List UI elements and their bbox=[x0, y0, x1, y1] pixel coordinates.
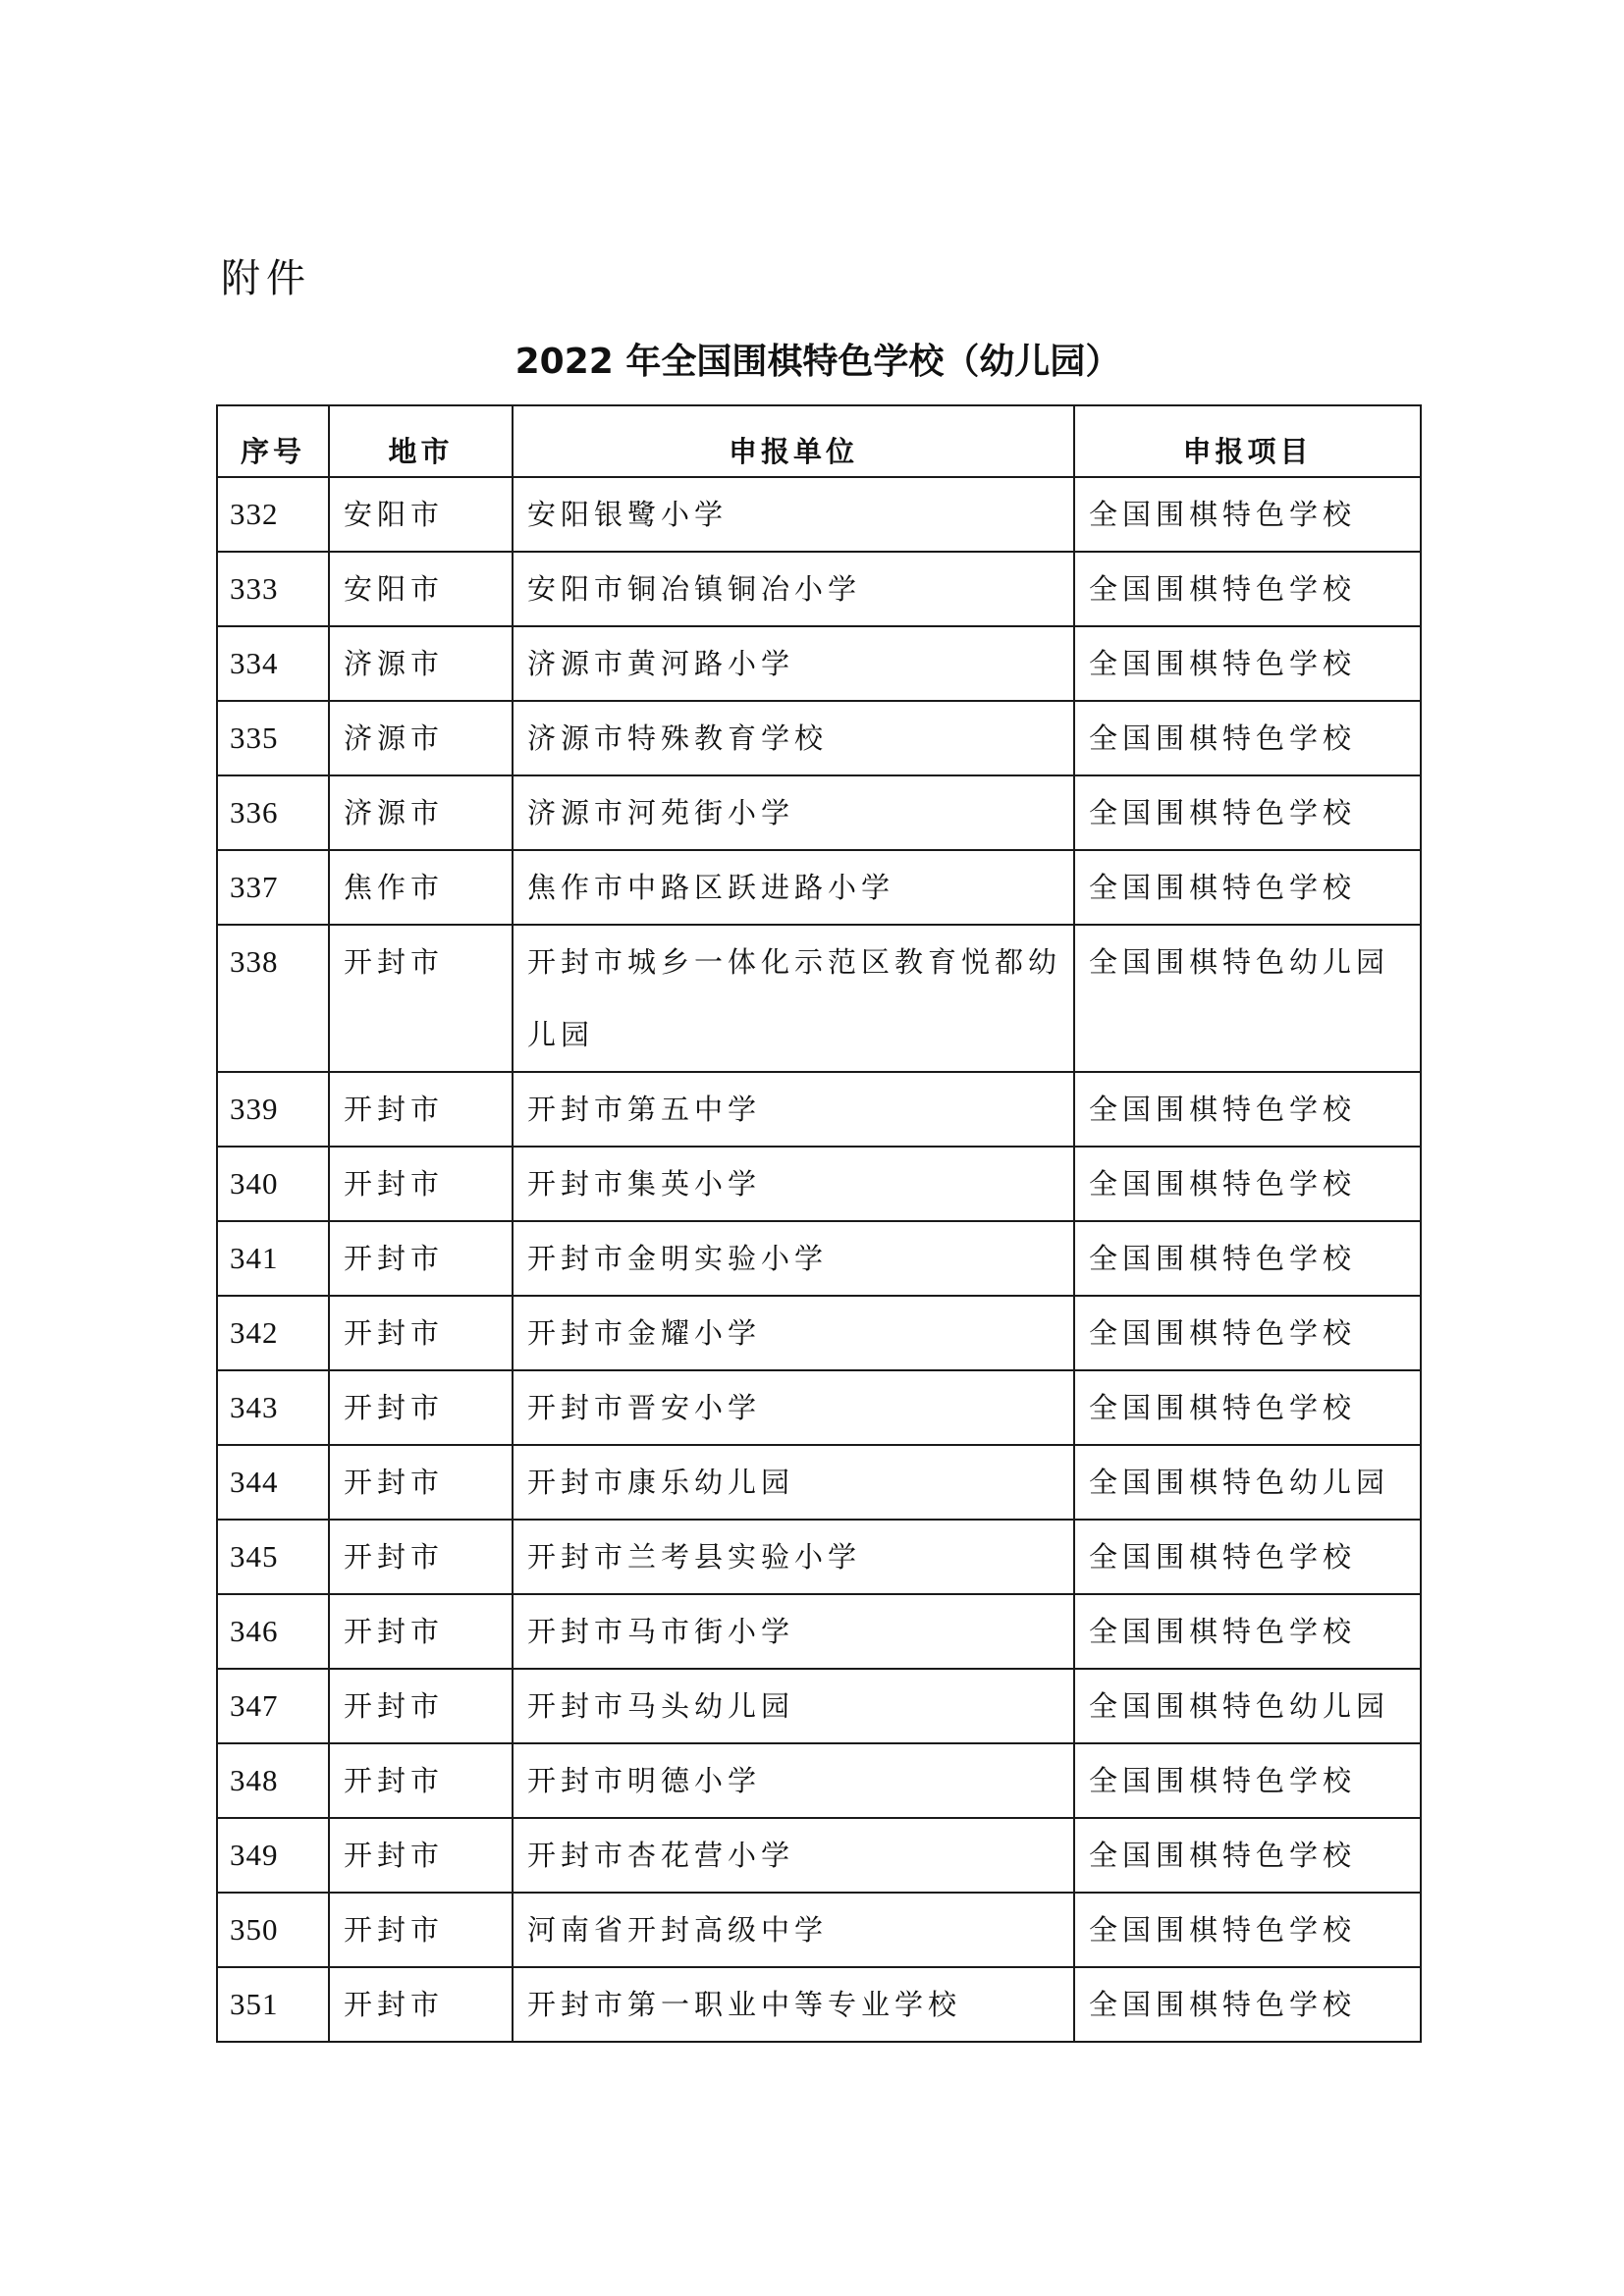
cell-serial-number: 334 bbox=[217, 626, 329, 701]
table-row bbox=[217, 775, 1421, 850]
cell-application-project: 全国围棋特色学校 bbox=[1074, 1520, 1421, 1594]
cell-applicant-unit: 开封市城乡一体化示范区教育悦都幼儿园 bbox=[513, 925, 1074, 1072]
cell-applicant-unit: 安阳银鹭小学 bbox=[513, 477, 1074, 552]
cell-application-project: 全国围棋特色学校 bbox=[1074, 477, 1421, 552]
cell-applicant-unit: 开封市第五中学 bbox=[513, 1072, 1074, 1147]
cell-applicant-unit: 开封市第一职业中等专业学校 bbox=[513, 1967, 1074, 2042]
table-row bbox=[217, 1221, 1421, 1296]
table-row bbox=[217, 1818, 1421, 1893]
cell-application-project: 全国围棋特色学校 bbox=[1074, 1594, 1421, 1669]
cell-application-project: 全国围棋特色学校 bbox=[1074, 775, 1421, 850]
table-header-row bbox=[217, 405, 1421, 477]
schools-table bbox=[216, 404, 1422, 2043]
table-row bbox=[217, 1296, 1421, 1370]
table-row bbox=[217, 552, 1421, 626]
cell-application-project: 全国围棋特色学校 bbox=[1074, 1818, 1421, 1893]
cell-applicant-unit: 开封市杏花营小学 bbox=[513, 1818, 1074, 1893]
cell-serial-number: 333 bbox=[217, 552, 329, 626]
cell-city: 开封市 bbox=[329, 1594, 513, 1669]
table-row bbox=[217, 701, 1421, 775]
cell-city: 开封市 bbox=[329, 1296, 513, 1370]
cell-serial-number: 337 bbox=[217, 850, 329, 925]
cell-city: 开封市 bbox=[329, 1370, 513, 1445]
table-row bbox=[217, 1520, 1421, 1594]
cell-application-project: 全国围棋特色学校 bbox=[1074, 1967, 1421, 2042]
cell-city: 开封市 bbox=[329, 1520, 513, 1594]
table-row bbox=[217, 1594, 1421, 1669]
cell-serial-number: 345 bbox=[217, 1520, 329, 1594]
cell-applicant-unit: 开封市明德小学 bbox=[513, 1743, 1074, 1818]
cell-application-project: 全国围棋特色幼儿园 bbox=[1074, 925, 1421, 1072]
cell-application-project: 全国围棋特色学校 bbox=[1074, 1147, 1421, 1221]
cell-applicant-unit: 开封市晋安小学 bbox=[513, 1370, 1074, 1445]
table-row bbox=[217, 1147, 1421, 1221]
cell-city: 安阳市 bbox=[329, 552, 513, 626]
cell-applicant-unit: 开封市马头幼儿园 bbox=[513, 1669, 1074, 1743]
cell-applicant-unit: 安阳市铜冶镇铜冶小学 bbox=[513, 552, 1074, 626]
cell-application-project: 全国围棋特色学校 bbox=[1074, 1743, 1421, 1818]
table-row bbox=[217, 1743, 1421, 1818]
cell-serial-number: 350 bbox=[217, 1893, 329, 1967]
cell-applicant-unit: 开封市康乐幼儿园 bbox=[513, 1445, 1074, 1520]
cell-serial-number: 342 bbox=[217, 1296, 329, 1370]
cell-city: 开封市 bbox=[329, 1818, 513, 1893]
cell-serial-number: 340 bbox=[217, 1147, 329, 1221]
cell-city: 开封市 bbox=[329, 1072, 513, 1147]
cell-serial-number: 336 bbox=[217, 775, 329, 850]
header-applicant-unit: 申报单位 bbox=[513, 405, 1074, 477]
cell-application-project: 全国围棋特色学校 bbox=[1074, 1893, 1421, 1967]
cell-applicant-unit: 开封市金明实验小学 bbox=[513, 1221, 1074, 1296]
cell-application-project: 全国围棋特色幼儿园 bbox=[1074, 1445, 1421, 1520]
cell-city: 开封市 bbox=[329, 1743, 513, 1818]
cell-application-project: 全国围棋特色学校 bbox=[1074, 701, 1421, 775]
cell-serial-number: 335 bbox=[217, 701, 329, 775]
cell-serial-number: 349 bbox=[217, 1818, 329, 1893]
cell-serial-number: 344 bbox=[217, 1445, 329, 1520]
table-row bbox=[217, 1669, 1421, 1743]
cell-application-project: 全国围棋特色学校 bbox=[1074, 1221, 1421, 1296]
cell-city: 开封市 bbox=[329, 1147, 513, 1221]
cell-applicant-unit: 开封市集英小学 bbox=[513, 1147, 1074, 1221]
cell-application-project: 全国围棋特色学校 bbox=[1074, 552, 1421, 626]
cell-application-project: 全国围棋特色学校 bbox=[1074, 850, 1421, 925]
cell-application-project: 全国围棋特色学校 bbox=[1074, 626, 1421, 701]
cell-applicant-unit: 济源市黄河路小学 bbox=[513, 626, 1074, 701]
table-row bbox=[217, 477, 1421, 552]
cell-serial-number: 341 bbox=[217, 1221, 329, 1296]
table-row bbox=[217, 1072, 1421, 1147]
cell-city: 济源市 bbox=[329, 701, 513, 775]
cell-city: 开封市 bbox=[329, 1221, 513, 1296]
cell-city: 开封市 bbox=[329, 1445, 513, 1520]
cell-applicant-unit: 焦作市中路区跃进路小学 bbox=[513, 850, 1074, 925]
table-row bbox=[217, 925, 1421, 1072]
cell-serial-number: 348 bbox=[217, 1743, 329, 1818]
cell-serial-number: 332 bbox=[217, 477, 329, 552]
cell-serial-number: 351 bbox=[217, 1967, 329, 2042]
table-row bbox=[217, 626, 1421, 701]
cell-serial-number: 338 bbox=[217, 925, 329, 1072]
header-serial-number: 序号 bbox=[217, 405, 329, 477]
cell-applicant-unit: 济源市特殊教育学校 bbox=[513, 701, 1074, 775]
header-application-project: 申报项目 bbox=[1074, 405, 1421, 477]
header-city: 地市 bbox=[329, 405, 513, 477]
cell-city: 开封市 bbox=[329, 925, 513, 1072]
cell-serial-number: 347 bbox=[217, 1669, 329, 1743]
cell-application-project: 全国围棋特色学校 bbox=[1074, 1296, 1421, 1370]
cell-serial-number: 343 bbox=[217, 1370, 329, 1445]
cell-serial-number: 346 bbox=[217, 1594, 329, 1669]
cell-city: 济源市 bbox=[329, 626, 513, 701]
table-row bbox=[217, 1445, 1421, 1520]
cell-city: 开封市 bbox=[329, 1669, 513, 1743]
table-row bbox=[217, 1893, 1421, 1967]
table-row bbox=[217, 850, 1421, 925]
cell-application-project: 全国围棋特色学校 bbox=[1074, 1072, 1421, 1147]
cell-applicant-unit: 河南省开封高级中学 bbox=[513, 1893, 1074, 1967]
cell-city: 开封市 bbox=[329, 1893, 513, 1967]
cell-applicant-unit: 开封市金耀小学 bbox=[513, 1296, 1074, 1370]
cell-city: 开封市 bbox=[329, 1967, 513, 2042]
cell-applicant-unit: 开封市马市街小学 bbox=[513, 1594, 1074, 1669]
table-row bbox=[217, 1370, 1421, 1445]
cell-city: 济源市 bbox=[329, 775, 513, 850]
cell-serial-number: 339 bbox=[217, 1072, 329, 1147]
cell-applicant-unit: 济源市河苑街小学 bbox=[513, 775, 1074, 850]
cell-city: 焦作市 bbox=[329, 850, 513, 925]
cell-application-project: 全国围棋特色学校 bbox=[1074, 1370, 1421, 1445]
cell-applicant-unit: 开封市兰考县实验小学 bbox=[513, 1520, 1074, 1594]
attachment-label: 附件 bbox=[221, 256, 311, 301]
table-row bbox=[217, 1967, 1421, 2042]
table-body bbox=[217, 477, 1421, 2042]
document-title: 2022 年全国围棋特色学校（幼儿园） bbox=[514, 342, 1121, 382]
cell-application-project: 全国围棋特色幼儿园 bbox=[1074, 1669, 1421, 1743]
cell-city: 安阳市 bbox=[329, 477, 513, 552]
